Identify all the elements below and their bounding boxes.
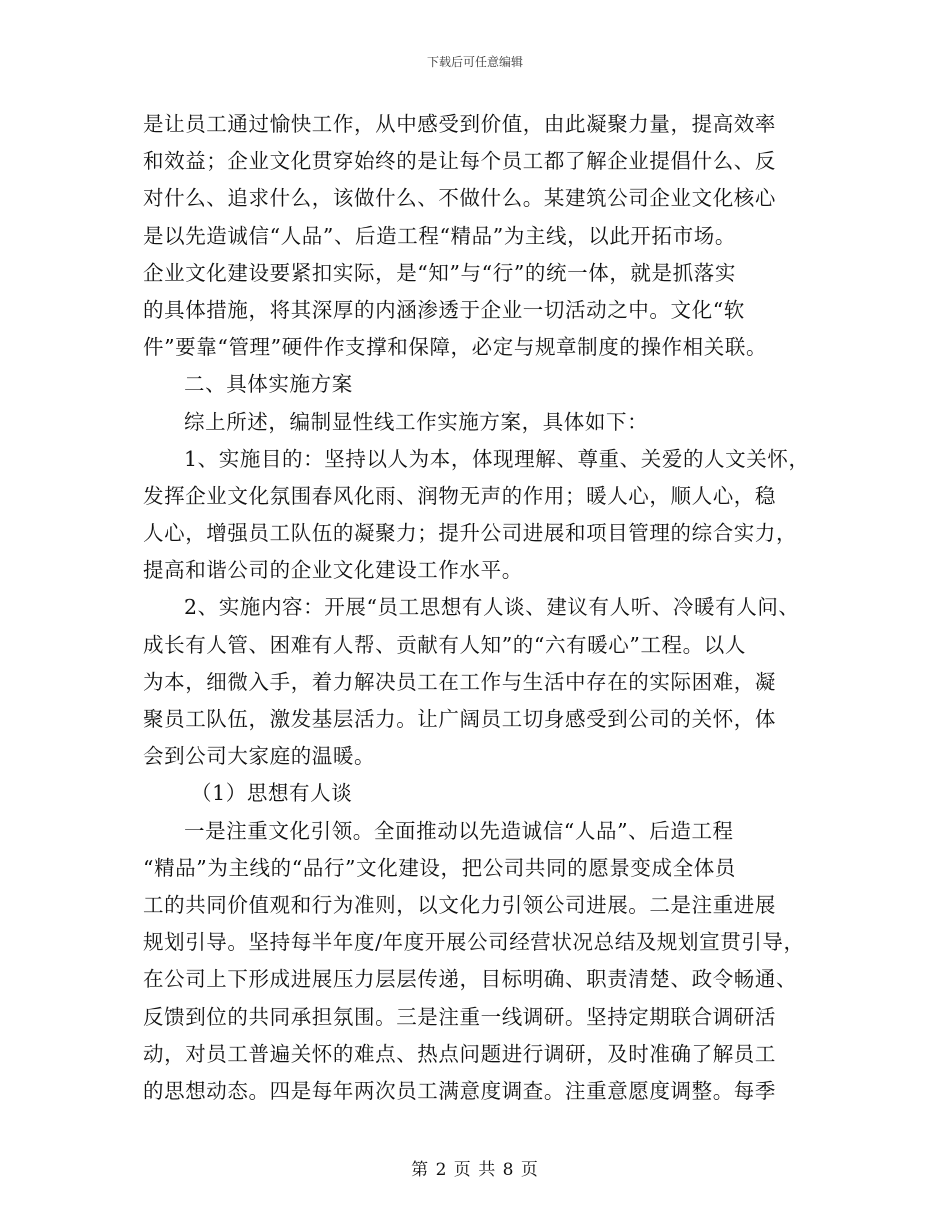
- text-line: 聚员工队伍，激发基层活力。让广阔员工切身感受到公司的关怀，体: [143, 707, 776, 731]
- text-line: 发挥企业文化氛围春风化雨、润物无声的作用；暖人心，顺人心，稳: [143, 483, 776, 508]
- text-line: 综上所述，编制显性线工作实施方案，具体如下：: [184, 409, 649, 434]
- text-line: 件”要靠“管理”硬件作支撑和保障，必定与规章制度的操作相关联。: [143, 335, 768, 360]
- text-line: 会到公司大家庭的温暖。: [143, 744, 376, 769]
- text-line: 1、实施目的：坚持以人为本，体现理解、尊重、关爱的人文关怀，: [184, 446, 810, 471]
- text-line: 企业文化建设要紧扣实际，是“知”与“行”的统一体，就是抓落实: [143, 260, 736, 285]
- text-line: 在公司上下形成进展压力层层传递，目标明确、职责清楚、政令畅通、: [143, 967, 798, 992]
- section-heading: 二、具体实施方案: [184, 372, 353, 397]
- text-line: 动，对员工普遍关怀的难点、热点问题进行调研，及时准确了解员工: [143, 1041, 776, 1066]
- page-number: 第 2 页 共 8 页: [411, 1160, 539, 1180]
- text-line: 提高和谐公司的企业文化建设工作水平。: [143, 558, 523, 583]
- text-line: 是让员工通过愉快工作，从中感受到价值，由此凝聚力量，提高效率: [143, 112, 776, 136]
- page-header-note: 下载后可任意编辑: [426, 55, 523, 69]
- text-line: 是以先造诚信“人品”、后造工程“精品”为主线，以此开拓市场。: [143, 223, 736, 248]
- text-line: 的具体措施，将其深厚的内涵渗透于企业一切活动之中。文化“软: [143, 297, 745, 322]
- document-body: [143, 106, 823, 1110]
- text-line: 成长有人管、困难有人帮、贡献有人知”的“六有暖心”工程。以人: [143, 632, 746, 657]
- text-line: 一是注重文化引领。全面推动以先造诚信“人品”、后造工程: [184, 818, 734, 843]
- text-line: 对什么、追求什么，该做什么、不做什么。某建筑公司企业文化核心: [143, 186, 776, 211]
- subsection-heading: （1）思想有人谈: [191, 781, 353, 806]
- text-line: 2、实施内容：开展“员工思想有人谈、建议有人听、冷暖有人问、: [184, 595, 800, 620]
- text-line: 的思想动态。四是每年两次员工满意度调查。注重意愿度调整。每季: [143, 1078, 776, 1103]
- text-line: 工的共同价值观和行为准则，以文化力引领公司进展。二是注重进展: [143, 892, 776, 917]
- text-line: 规划引导。坚持每半年度/年度开展公司经营状况总结及规划宣贯引导，: [143, 930, 805, 955]
- text-line: 和效益；企业文化贯穿始终的是让每个员工都了解企业提倡什么、反: [143, 149, 776, 174]
- text-line: “精品”为主线的“品行”文化建设，把公司共同的愿景变成全体员: [143, 855, 736, 880]
- text-line: 为本，细微入手，着力解决员工在工作与生活中存在的实际困难，凝: [143, 669, 776, 694]
- text-line: 反馈到位的共同承担氛围。三是注重一线调研。坚持定期联合调研活: [143, 1004, 776, 1029]
- text-line: 人心，增强员工队伍的凝聚力；提升公司进展和项目管理的综合实力，: [143, 521, 798, 546]
